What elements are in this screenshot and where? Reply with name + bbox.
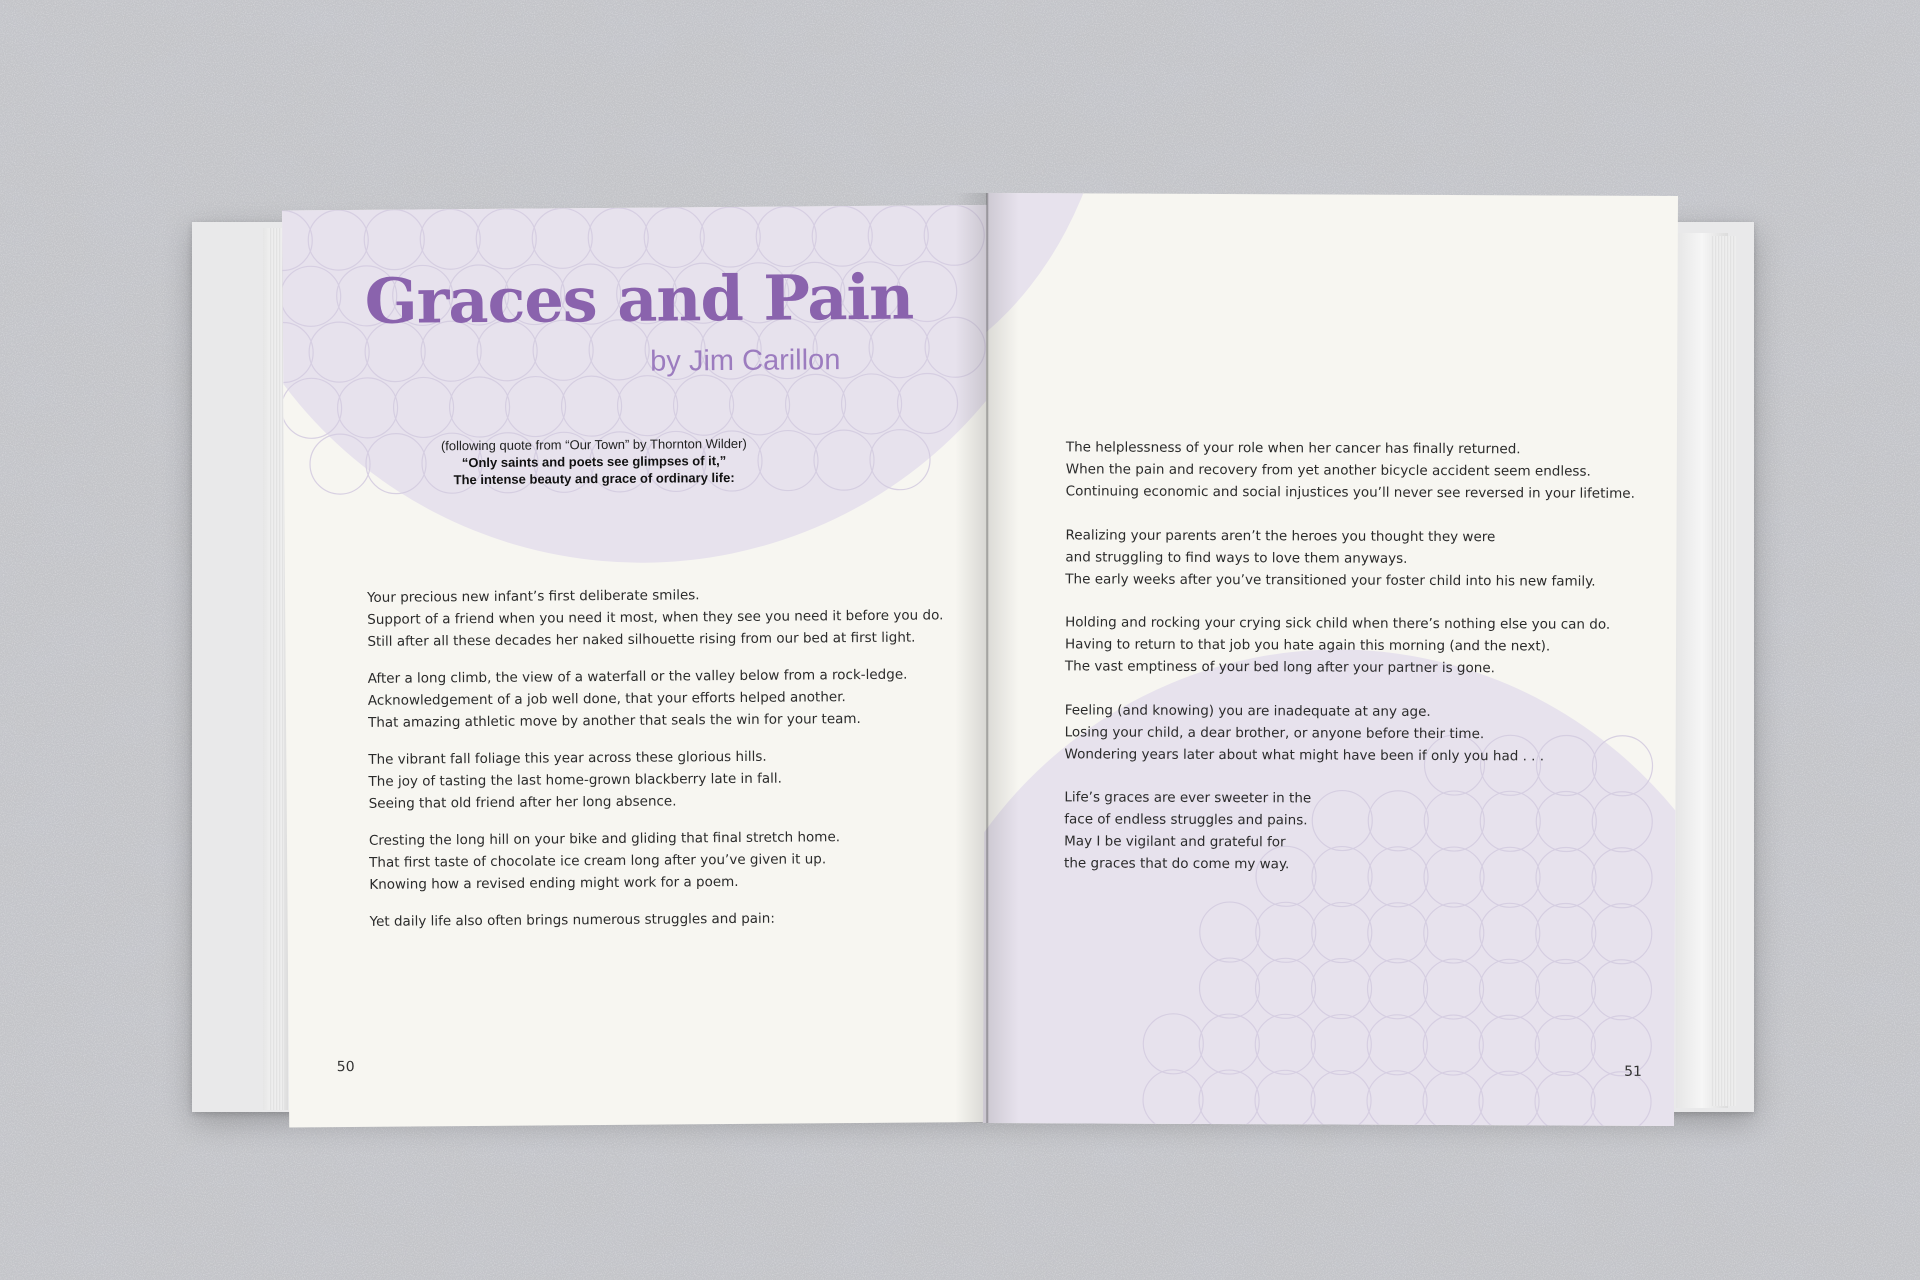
poem-line: The joy of tasting the last home-grown blackberry late in fall. [368,770,782,790]
epigraph-line-2: The intense beauty and grace of ordinary life: [453,469,735,488]
stanza [1065,699,1545,767]
poem-line: The vibrant fall foliage this year across these glorious hills. [368,748,767,768]
poem-line: The early weeks after you’ve transitioned your foster child into his new family. [1065,571,1596,590]
poem-line: Wondering years later about what might have been if only you had . . . [1064,746,1545,765]
poem-line: The vast emptiness of your bed long after your partner is gone. [1064,658,1495,677]
poem-line: When the pain and recovery from yet another bicycle accident seem endless. [1065,461,1591,480]
poem-line: Your precious new infant’s first deliberate smiles. [367,587,700,606]
poem-line: Holding and rocking your crying sick child when there’s nothing else you can do. [1065,614,1611,633]
poem-title: Graces and Pain [364,260,914,338]
left-page [282,205,994,1128]
poem-line: Realizing your parents aren’t the heroes you thought they were [1065,527,1496,546]
poem-line: Cresting the long hill on your bike and gliding that final stretch home. [368,829,841,849]
poem-line: face of endless struggles and pains. [1064,811,1308,829]
stanza [1065,524,1596,592]
poem-line: Acknowledgement of a job well done, that your efforts helped another. [367,689,846,709]
poem-line: Support of a friend when you need it most, when they see you need it before you do. [367,607,944,628]
epigraph-intro: (following quote from “Our Town” by Thornton Wilder) [440,435,747,454]
poem-line: That first taste of chocolate ice cream long after you’ve given it up. [369,851,827,871]
poem-line: May I be vigilant and grateful for [1064,833,1286,851]
stanza [1065,611,1610,679]
epigraph [384,434,804,488]
poem-line: Still after all these decades her naked silhouette rising from our bed at first light. [367,629,916,650]
poem-line: Seeing that old friend after her long absence. [368,793,677,812]
right-page-edges [1712,236,1736,1106]
right-page [983,193,1678,1126]
circle-pattern [282,205,990,541]
epigraph-line-1: “Only saints and poets see glimpses of it,” [461,453,727,471]
poem-byline: by Jim Carillon [650,344,841,378]
poem-line: After a long climb, the view of a waterfall or the valley below from a rock-ledge. [367,666,908,687]
poem-line: The helplessness of your role when her cancer has finally returned. [1065,439,1521,458]
stanza [368,664,908,734]
poem-line: and struggling to find ways to love them anyways. [1065,549,1408,567]
poem-line: Feeling (and knowing) you are inadequate at any age. [1064,702,1431,720]
page-number: 50 [336,1058,355,1076]
stanza [1066,436,1636,504]
poem-line: That amazing athletic move by another that seals the win for your team. [367,711,861,731]
stanza [1064,786,1311,875]
poem-line: the graces that do come my way. [1064,855,1290,873]
poem-line: Life’s graces are ever sweeter in the [1064,789,1312,807]
page-number: 51 [1624,1063,1643,1080]
poem-line: Losing your child, a dear brother, or anyone before their time. [1064,724,1485,743]
poem-line: Continuing economic and social injustices you’ll never see reversed in your lifetime. [1065,483,1635,502]
poem-line: Knowing how a revised ending might work for a poem. [369,873,739,893]
stanza [367,582,944,653]
stanza [368,746,782,815]
left-page-edges [270,228,284,1110]
stanza [369,826,841,896]
stanza [370,908,775,933]
poem-line: Having to return to that job you hate again this morning (and the next). [1064,636,1551,655]
poem-line: Yet daily life also often brings numerous struggles and pain: [369,910,775,930]
